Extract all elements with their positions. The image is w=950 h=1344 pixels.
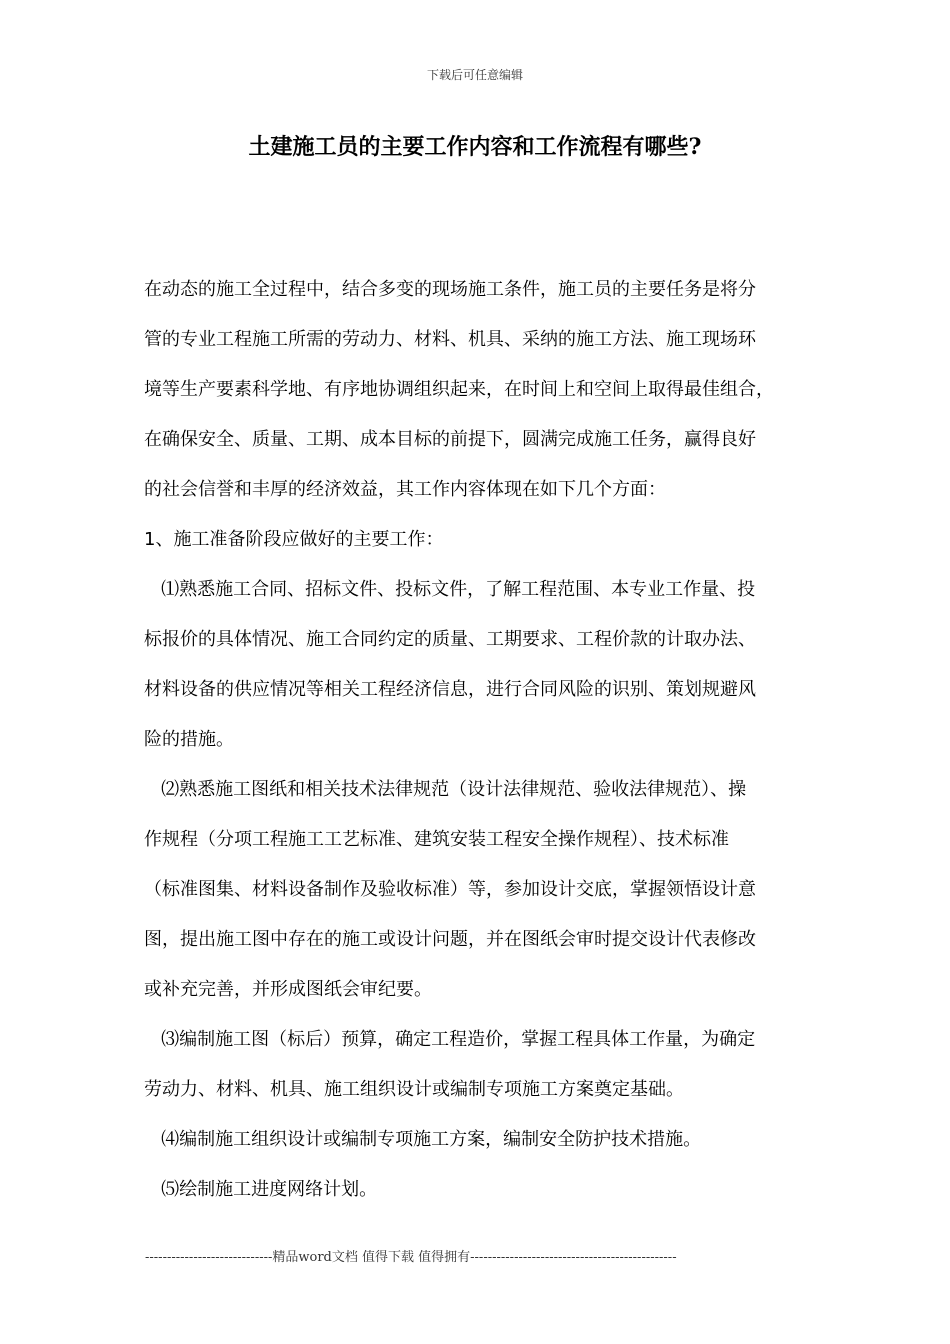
- body-line: 险的措施。: [144, 729, 234, 750]
- body-line: 管的专业工程施工所需的劳动力、材料、机具、采纳的施工方法、施工现场环: [144, 329, 756, 350]
- body-line: ⑷编制施工组织设计或编制专项施工方案，编制安全防护技术措施。: [144, 1129, 702, 1150]
- body-line: 作规程（分项工程施工工艺标准、建筑安装工程安全操作规程）、技术标准: [144, 829, 729, 850]
- document-body: [144, 265, 820, 1215]
- body-line: 图，提出施工图中存在的施工或设计问题，并在图纸会审时提交设计代表修改: [144, 929, 756, 950]
- footer-note: -----------------------------精品word文档 值得下载 值得拥有-----------------------------------------------: [145, 1250, 677, 1265]
- body-line: ⑸绘制施工进度网络计划。: [144, 1179, 378, 1200]
- header-note: 下载后可任意编辑: [426, 68, 523, 82]
- body-line: 在确保安全、质量、工期、成本目标的前提下，圆满完成施工任务，赢得良好: [144, 429, 756, 450]
- body-line: 材料设备的供应情况等相关工程经济信息，进行合同风险的识别、策划规避风: [144, 679, 756, 700]
- body-line: ⑵熟悉施工图纸和相关技术法律规范（设计法律规范、验收法律规范）、操: [144, 779, 747, 800]
- body-line: （标准图集、材料设备制作及验收标准）等，参加设计交底，掌握领悟设计意: [144, 879, 756, 900]
- body-line: 或补充完善，并形成图纸会审纪要。: [144, 979, 432, 1000]
- document-title: 土建施工员的主要工作内容和工作流程有哪些?: [248, 134, 702, 160]
- section-heading: 1、施工准备阶段应做好的主要工作：: [144, 529, 444, 550]
- body-line: 标报价的具体情况、施工合同约定的质量、工期要求、工程价款的计取办法、: [144, 629, 756, 650]
- body-line: ⑶编制施工图（标后）预算，确定工程造价，掌握工程具体工作量，为确定: [144, 1029, 756, 1050]
- body-line: 劳动力、材料、机具、施工组织设计或编制专项施工方案奠定基础。: [144, 1079, 684, 1100]
- body-line: ⑴熟悉施工合同、招标文件、投标文件，了解工程范围、本专业工作量、投: [144, 579, 756, 600]
- body-line: 境等生产要素科学地、有序地协调组织起来，在时间上和空间上取得最佳组合，: [144, 379, 774, 400]
- body-line: 的社会信誉和丰厚的经济效益，其工作内容体现在如下几个方面：: [144, 479, 666, 500]
- body-line: 在动态的施工全过程中，结合多变的现场施工条件，施工员的主要任务是将分: [144, 279, 756, 300]
